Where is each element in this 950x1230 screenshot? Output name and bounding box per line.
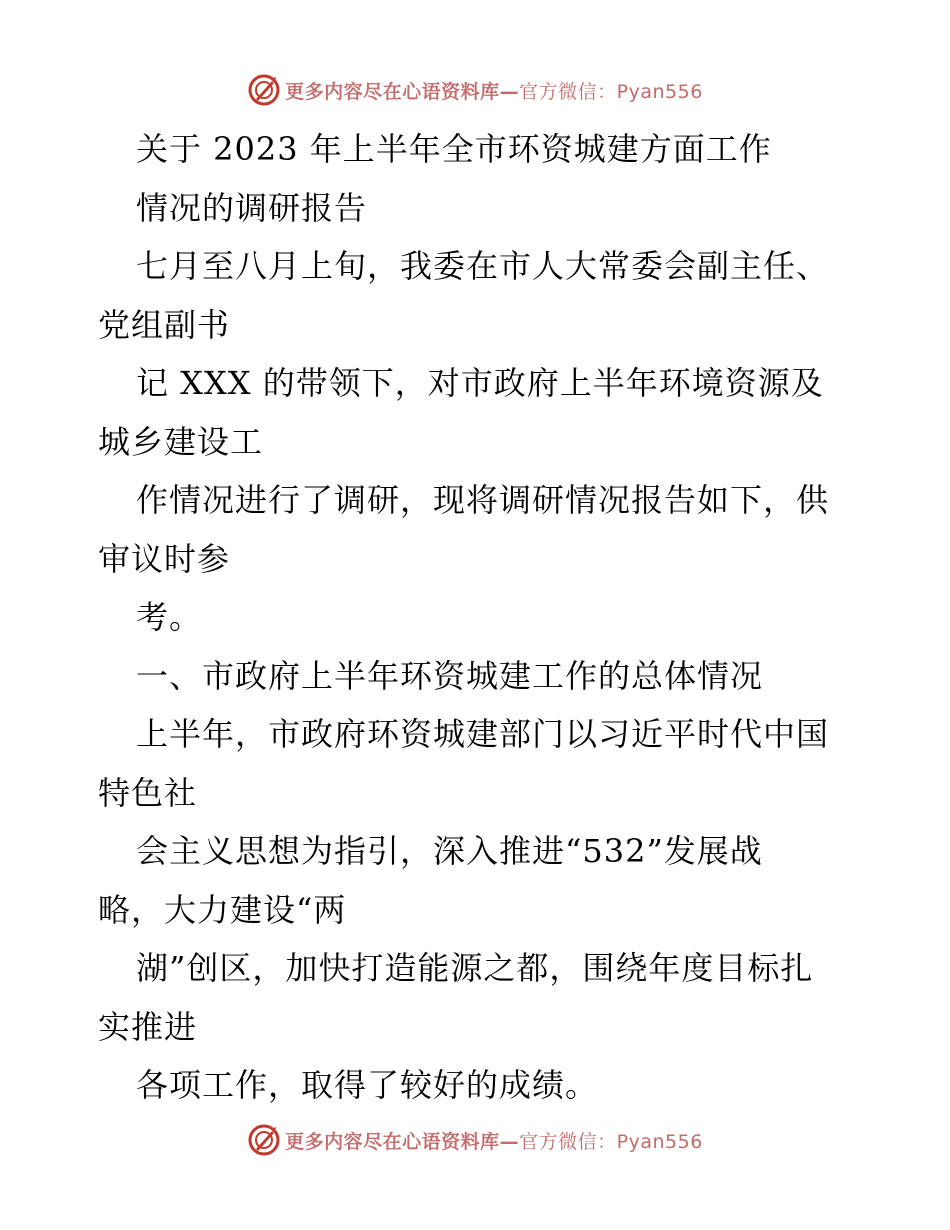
header-watermark-content: [247, 73, 703, 107]
quill-logo-icon: [247, 1123, 281, 1157]
header-watermark-text: 更多内容尽在心语资料库—官方微信：Pyan556: [285, 80, 703, 103]
text-line: 实推进: [98, 1007, 198, 1046]
text-line: 七月至八月上旬，我委在市人大常委会副主任、: [136, 247, 830, 285]
footer-watermark: [0, 1120, 950, 1160]
quill-logo-icon: [247, 73, 281, 107]
text-line: 作情况进行了调研，现将调研情况报告如下，供: [136, 481, 830, 519]
text-line: 考。: [136, 598, 203, 636]
text-line: 关于 2023 年上半年全市环资城建方面工作: [136, 130, 772, 168]
text-line: 审议时参: [98, 539, 231, 578]
text-line: 记 XXX 的带领下，对市政府上半年环境资源及: [136, 364, 824, 402]
document-body: [98, 120, 858, 1115]
text-line: 略，大力建设“两: [98, 890, 347, 929]
text-line: 上半年，市政府环资城建部门以习近平时代中国: [136, 715, 830, 753]
footer-watermark-text: 更多内容尽在心语资料库—官方微信：Pyan556: [285, 1130, 703, 1153]
text-line: 情况的调研报告: [136, 188, 368, 227]
footer-watermark-content: [247, 1123, 703, 1157]
text-line: 各项工作，取得了较好的成绩。: [136, 1066, 599, 1104]
text-line: 党组副书: [98, 305, 231, 344]
text-line: 会主义思想为指引，深入推进“532”发展战: [136, 832, 763, 870]
text-line: 一、市政府上半年环资城建工作的总体情况: [136, 656, 764, 695]
header-watermark: [0, 70, 950, 110]
text-line: 城乡建设工: [98, 422, 264, 461]
text-line: 特色社: [98, 773, 198, 812]
text-line: 湖”创区，加快打造能源之都，围绕年度目标扎: [136, 949, 814, 987]
